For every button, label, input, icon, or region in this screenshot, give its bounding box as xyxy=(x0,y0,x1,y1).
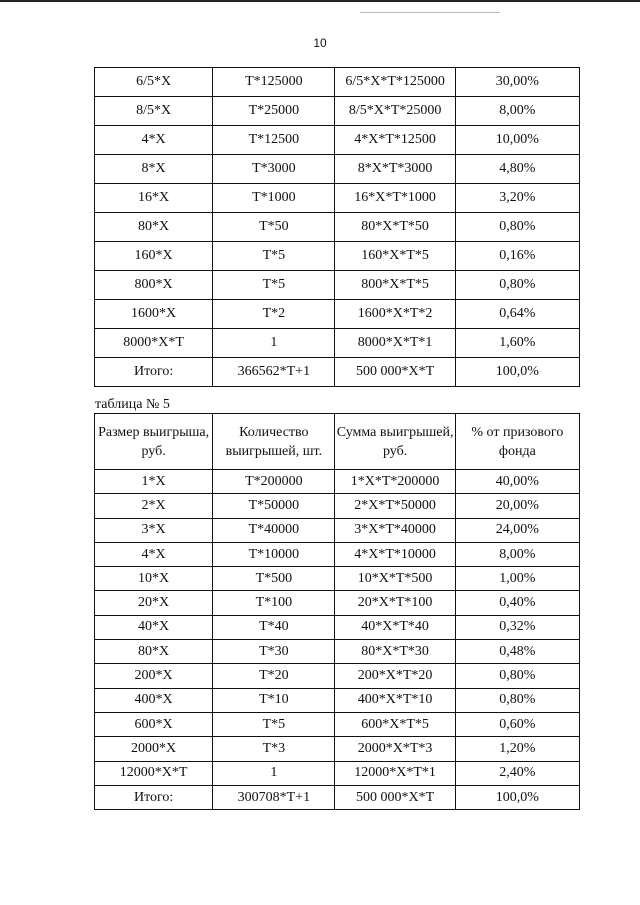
prize-size-cell: 8000*X*T xyxy=(95,329,213,358)
fund-percent-cell: 0,32% xyxy=(455,615,579,639)
prize-sum-cell: 8000*X*T*1 xyxy=(335,329,455,358)
table-row xyxy=(95,591,580,615)
prize-table-continued-body xyxy=(95,68,580,387)
prize-size-cell: 80*X xyxy=(95,640,213,664)
prize-sum-cell: 600*X*T*5 xyxy=(335,712,455,736)
prize-count-cell: T*50 xyxy=(213,213,335,242)
prize-size-cell: 2000*X xyxy=(95,737,213,761)
table-row xyxy=(95,242,580,271)
prize-size-cell: 3*X xyxy=(95,518,213,542)
fund-percent-cell: 0,16% xyxy=(455,242,579,271)
prize-count-cell: T*3 xyxy=(213,737,335,761)
fund-percent-cell: 0,80% xyxy=(455,213,579,242)
prize-count-cell: T*25000 xyxy=(213,97,335,126)
prize-count-cell: T*10 xyxy=(213,688,335,712)
prize-count-cell: T*500 xyxy=(213,567,335,591)
table-row xyxy=(95,712,580,736)
fund-percent-cell: 1,00% xyxy=(455,567,579,591)
prize-count-cell: T*40000 xyxy=(213,518,335,542)
header-prize-sum: Сумма выигрышей, руб. xyxy=(335,414,455,470)
table-row xyxy=(95,126,580,155)
fund-percent-cell: 8,00% xyxy=(455,542,579,566)
table-header-row xyxy=(95,414,580,470)
prize-count-cell: T*10000 xyxy=(213,542,335,566)
prize-size-cell: 400*X xyxy=(95,688,213,712)
fund-percent-cell: 0,80% xyxy=(455,271,579,300)
prize-size-cell: 4*X xyxy=(95,126,213,155)
prize-size-cell: 10*X xyxy=(95,567,213,591)
table-row xyxy=(95,785,580,809)
table-row xyxy=(95,470,580,494)
prize-table-continued xyxy=(94,67,580,387)
fund-percent-cell: 30,00% xyxy=(455,68,579,97)
table-row xyxy=(95,640,580,664)
table-row xyxy=(95,494,580,518)
prize-size-cell: 16*X xyxy=(95,184,213,213)
page-top-rule xyxy=(0,0,640,2)
prize-size-cell: 800*X xyxy=(95,271,213,300)
prize-sum-cell: 1*X*T*200000 xyxy=(335,470,455,494)
prize-count-cell: 366562*T+1 xyxy=(213,358,335,387)
prize-count-cell: T*100 xyxy=(213,591,335,615)
prize-count-cell: 1 xyxy=(213,329,335,358)
prize-count-cell: T*50000 xyxy=(213,494,335,518)
fund-percent-cell: 100,0% xyxy=(455,358,579,387)
table-row xyxy=(95,664,580,688)
table-row xyxy=(95,737,580,761)
prize-sum-cell: 8*X*T*3000 xyxy=(335,155,455,184)
prize-size-cell: 1*X xyxy=(95,470,213,494)
fund-percent-cell: 1,60% xyxy=(455,329,579,358)
fund-percent-cell: 3,20% xyxy=(455,184,579,213)
page-number: 10 xyxy=(313,36,327,50)
prize-size-cell: Итого: xyxy=(95,785,213,809)
table-row xyxy=(95,155,580,184)
prize-sum-cell: 4*X*T*12500 xyxy=(335,126,455,155)
table-row xyxy=(95,518,580,542)
prize-size-cell: 80*X xyxy=(95,213,213,242)
prize-count-cell: T*30 xyxy=(213,640,335,664)
prize-count-cell: T*125000 xyxy=(213,68,335,97)
prize-sum-cell: 2000*X*T*3 xyxy=(335,737,455,761)
prize-count-cell: 1 xyxy=(213,761,335,785)
prize-count-cell: T*40 xyxy=(213,615,335,639)
fund-percent-cell: 40,00% xyxy=(455,470,579,494)
prize-size-cell: 8/5*X xyxy=(95,97,213,126)
prize-count-cell: T*200000 xyxy=(213,470,335,494)
fund-percent-cell: 0,60% xyxy=(455,712,579,736)
prize-count-cell: T*2 xyxy=(213,300,335,329)
prize-table-5 xyxy=(94,413,580,810)
table-row xyxy=(95,761,580,785)
prize-size-cell: 12000*X*T xyxy=(95,761,213,785)
prize-table-5-body xyxy=(95,414,580,810)
table-row xyxy=(95,184,580,213)
fund-percent-cell: 0,40% xyxy=(455,591,579,615)
fund-percent-cell: 0,80% xyxy=(455,664,579,688)
prize-size-cell: 160*X xyxy=(95,242,213,271)
fund-percent-cell: 0,80% xyxy=(455,688,579,712)
prize-count-cell: T*12500 xyxy=(213,126,335,155)
prize-sum-cell: 80*X*T*30 xyxy=(335,640,455,664)
header-prize-count: Количество выигрышей, шт. xyxy=(213,414,335,470)
fund-percent-cell: 0,64% xyxy=(455,300,579,329)
prize-sum-cell: 16*X*T*1000 xyxy=(335,184,455,213)
header-prize-size: Размер выигрыша, руб. xyxy=(95,414,213,470)
fund-percent-cell: 8,00% xyxy=(455,97,579,126)
prize-size-cell: 8*X xyxy=(95,155,213,184)
prize-sum-cell: 40*X*T*40 xyxy=(335,615,455,639)
prize-sum-cell: 8/5*X*T*25000 xyxy=(335,97,455,126)
prize-size-cell: 600*X xyxy=(95,712,213,736)
prize-sum-cell: 500 000*X*T xyxy=(335,358,455,387)
fund-percent-cell: 100,0% xyxy=(455,785,579,809)
prize-sum-cell: 4*X*T*10000 xyxy=(335,542,455,566)
table-row xyxy=(95,68,580,97)
prize-sum-cell: 400*X*T*10 xyxy=(335,688,455,712)
prize-count-cell: T*3000 xyxy=(213,155,335,184)
table-row xyxy=(95,358,580,387)
prize-count-cell: T*20 xyxy=(213,664,335,688)
prize-size-cell: 40*X xyxy=(95,615,213,639)
fund-percent-cell: 2,40% xyxy=(455,761,579,785)
prize-count-cell: T*5 xyxy=(213,271,335,300)
prize-count-cell: T*5 xyxy=(213,242,335,271)
prize-size-cell: 1600*X xyxy=(95,300,213,329)
scan-artifact-line xyxy=(360,12,500,13)
table-row xyxy=(95,567,580,591)
prize-size-cell: 200*X xyxy=(95,664,213,688)
table-row xyxy=(95,688,580,712)
table-row xyxy=(95,542,580,566)
table-5-caption: таблица № 5 xyxy=(95,397,170,412)
prize-sum-cell: 800*X*T*5 xyxy=(335,271,455,300)
prize-sum-cell: 500 000*X*T xyxy=(335,785,455,809)
prize-sum-cell: 2*X*T*50000 xyxy=(335,494,455,518)
table-row xyxy=(95,329,580,358)
prize-sum-cell: 10*X*T*500 xyxy=(335,567,455,591)
prize-size-cell: Итого: xyxy=(95,358,213,387)
table-row xyxy=(95,300,580,329)
prize-sum-cell: 1600*X*T*2 xyxy=(335,300,455,329)
prize-sum-cell: 3*X*T*40000 xyxy=(335,518,455,542)
prize-sum-cell: 200*X*T*20 xyxy=(335,664,455,688)
fund-percent-cell: 0,48% xyxy=(455,640,579,664)
prize-sum-cell: 6/5*X*T*125000 xyxy=(335,68,455,97)
prize-count-cell: 300708*T+1 xyxy=(213,785,335,809)
table-row xyxy=(95,615,580,639)
table-row xyxy=(95,213,580,242)
fund-percent-cell: 1,20% xyxy=(455,737,579,761)
prize-sum-cell: 80*X*T*50 xyxy=(335,213,455,242)
prize-count-cell: T*5 xyxy=(213,712,335,736)
table-row xyxy=(95,97,580,126)
table-row xyxy=(95,271,580,300)
fund-percent-cell: 24,00% xyxy=(455,518,579,542)
prize-size-cell: 20*X xyxy=(95,591,213,615)
fund-percent-cell: 20,00% xyxy=(455,494,579,518)
prize-size-cell: 4*X xyxy=(95,542,213,566)
fund-percent-cell: 10,00% xyxy=(455,126,579,155)
prize-size-cell: 6/5*X xyxy=(95,68,213,97)
prize-sum-cell: 20*X*T*100 xyxy=(335,591,455,615)
prize-sum-cell: 160*X*T*5 xyxy=(335,242,455,271)
prize-sum-cell: 12000*X*T*1 xyxy=(335,761,455,785)
fund-percent-cell: 4,80% xyxy=(455,155,579,184)
prize-count-cell: T*1000 xyxy=(213,184,335,213)
prize-size-cell: 2*X xyxy=(95,494,213,518)
header-fund-percent: % от призового фонда xyxy=(455,414,579,470)
